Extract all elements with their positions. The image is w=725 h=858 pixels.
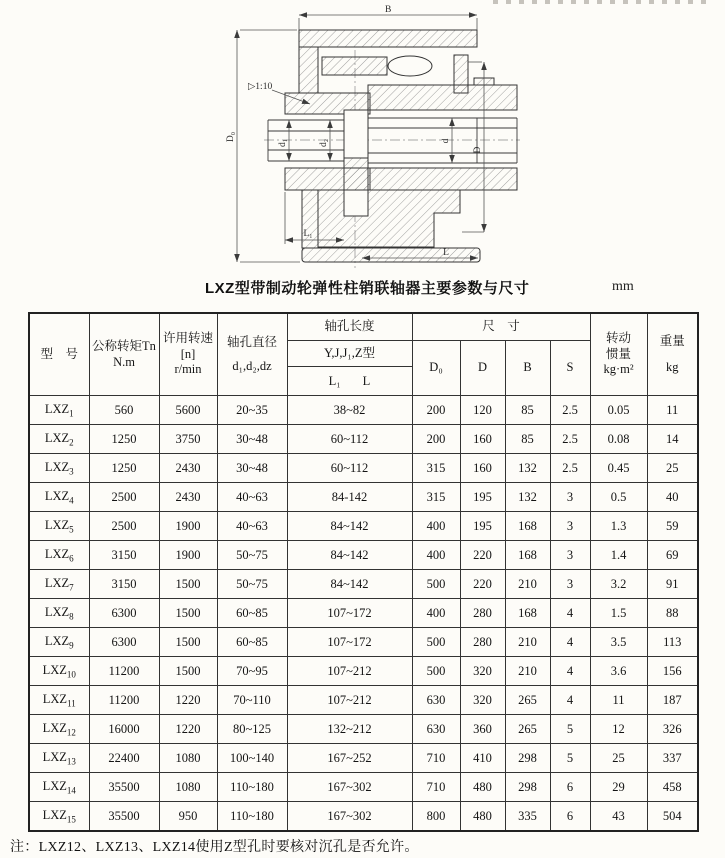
cell-speed: 950 (159, 802, 217, 832)
table-row (29, 657, 698, 686)
table-row (29, 628, 698, 657)
cell-speed: 1220 (159, 715, 217, 744)
cell-inertia: 0.5 (590, 483, 647, 512)
cell-torque: 1250 (89, 454, 159, 483)
cell-speed: 1500 (159, 628, 217, 657)
drum-top-wall (299, 30, 477, 47)
dim-label-d: d (441, 138, 451, 144)
cell-inertia: 29 (590, 773, 647, 802)
cell-inertia: 1.5 (590, 599, 647, 628)
cell-speed: 1220 (159, 686, 217, 715)
cell-B: 210 (505, 628, 550, 657)
table-body (29, 396, 698, 832)
cell-bore-diameter: 30~48 (217, 454, 287, 483)
cell-S: 3 (550, 541, 590, 570)
cell-model: $LXZ_{12}$ (29, 715, 89, 744)
cell-S: 6 (550, 802, 590, 832)
cell-weight: 59 (647, 512, 698, 541)
cell-weight: 326 (647, 715, 698, 744)
cell-B: 85 (505, 425, 550, 454)
cell-model: $LXZ_{11}$ (29, 686, 89, 715)
coupling-section-drawing (222, 0, 522, 272)
drum-left-wall-lower (302, 190, 318, 248)
cell-bore-diameter: 30~48 (217, 425, 287, 454)
cell-model: $LXZ_3$ (29, 454, 89, 483)
cell-S: 5 (550, 744, 590, 773)
unit-label: mm (612, 279, 634, 294)
cell-D: 360 (460, 715, 505, 744)
dim-label-l: L (443, 248, 449, 258)
col-header-torque: 公称转矩Tn N.m (89, 313, 159, 396)
cell-D: 320 (460, 657, 505, 686)
cell-bore-length: 84~142 (287, 512, 412, 541)
cell-D0: 400 (412, 512, 460, 541)
taper-label: ▷1:10 (248, 82, 273, 92)
cell-model: $LXZ_1$ (29, 396, 89, 425)
table-row (29, 715, 698, 744)
cell-torque: 35500 (89, 802, 159, 832)
cell-torque: 35500 (89, 773, 159, 802)
cell-bore-diameter: 100~140 (217, 744, 287, 773)
table-row (29, 512, 698, 541)
cell-speed: 1500 (159, 599, 217, 628)
cell-weight: 337 (647, 744, 698, 773)
cell-model: $LXZ_9$ (29, 628, 89, 657)
table-row (29, 686, 698, 715)
cell-S: 4 (550, 628, 590, 657)
cell-D: 160 (460, 454, 505, 483)
cell-D0: 500 (412, 628, 460, 657)
cell-S: 3 (550, 483, 590, 512)
col-header-l1-l: L₁ L (287, 367, 412, 396)
cell-weight: 88 (647, 599, 698, 628)
cell-S: 3 (550, 512, 590, 541)
cell-S: 5 (550, 715, 590, 744)
cell-bore-diameter: 70~95 (217, 657, 287, 686)
cell-torque: 11200 (89, 657, 159, 686)
dim-label-d1: d₁ (278, 138, 288, 148)
right-flange-upper (368, 85, 517, 110)
cell-D0: 500 (412, 570, 460, 599)
col-header-bore-diameter: 轴孔直径 d₁,d₂,dz (217, 313, 287, 396)
col-header-inertia: 转动 惯量 kg·m² (590, 313, 647, 396)
cell-bore-diameter: 60~85 (217, 628, 287, 657)
cell-D0: 630 (412, 686, 460, 715)
cell-weight: 69 (647, 541, 698, 570)
cell-torque: 1250 (89, 425, 159, 454)
cell-bore-length: 167~252 (287, 744, 412, 773)
cell-speed: 1900 (159, 541, 217, 570)
cell-D0: 710 (412, 744, 460, 773)
cell-bore-diameter: 50~75 (217, 541, 287, 570)
cell-torque: 22400 (89, 744, 159, 773)
cell-D0: 500 (412, 657, 460, 686)
cell-bore-diameter: 20~35 (217, 396, 287, 425)
elastic-pin-bulb (388, 56, 432, 76)
dim-label-b: B (385, 5, 392, 15)
cell-D0: 400 (412, 541, 460, 570)
cell-model: $LXZ_5$ (29, 512, 89, 541)
cell-D0: 400 (412, 599, 460, 628)
cell-bore-length: 38~82 (287, 396, 412, 425)
cell-B: 132 (505, 454, 550, 483)
cell-D0: 200 (412, 425, 460, 454)
dim-label-D: D (473, 146, 483, 154)
cell-bore-length: 167~302 (287, 802, 412, 832)
col-header-S: S (550, 341, 590, 396)
table-row (29, 570, 698, 599)
cell-torque: 560 (89, 396, 159, 425)
cell-D: 480 (460, 802, 505, 832)
cell-B: 265 (505, 686, 550, 715)
col-header-D0: D₀ (412, 341, 460, 396)
col-header-dimensions: 尺 寸 (412, 313, 590, 341)
parameters-table (28, 312, 699, 832)
cell-weight: 156 (647, 657, 698, 686)
cell-model: $LXZ_8$ (29, 599, 89, 628)
cell-D: 160 (460, 425, 505, 454)
brake-hub-block (318, 190, 460, 247)
cell-inertia: 43 (590, 802, 647, 832)
cell-D0: 315 (412, 454, 460, 483)
cell-B: 168 (505, 599, 550, 628)
cell-inertia: 0.08 (590, 425, 647, 454)
cell-inertia: 12 (590, 715, 647, 744)
cell-B: 335 (505, 802, 550, 832)
hub-top-block (322, 57, 387, 75)
cell-bore-length: 107~212 (287, 657, 412, 686)
cell-model: $LXZ_{15}$ (29, 802, 89, 832)
cell-bore-length: 107~212 (287, 686, 412, 715)
cell-weight: 91 (647, 570, 698, 599)
cell-inertia: 25 (590, 744, 647, 773)
cell-torque: 2500 (89, 483, 159, 512)
cell-D0: 200 (412, 396, 460, 425)
table-row (29, 773, 698, 802)
cell-bore-length: 84~142 (287, 541, 412, 570)
cell-torque: 2500 (89, 512, 159, 541)
cell-speed: 2430 (159, 454, 217, 483)
cell-weight: 14 (647, 425, 698, 454)
cell-S: 4 (550, 599, 590, 628)
cell-speed: 1080 (159, 773, 217, 802)
col-header-bore-types: Y,J,J₁,Z型 (287, 341, 412, 367)
cell-bore-diameter: 50~75 (217, 570, 287, 599)
table-row (29, 396, 698, 425)
cell-B: 210 (505, 570, 550, 599)
cell-bore-length: 84~142 (287, 570, 412, 599)
cell-inertia: 1.3 (590, 512, 647, 541)
cell-torque: 6300 (89, 599, 159, 628)
cell-model: $LXZ_6$ (29, 541, 89, 570)
cell-speed: 1500 (159, 570, 217, 599)
table-row (29, 454, 698, 483)
cell-bore-diameter: 40~63 (217, 512, 287, 541)
cell-weight: 458 (647, 773, 698, 802)
table-row (29, 541, 698, 570)
col-header-model: 型 号 (29, 313, 89, 396)
col-header-bore-length: 轴孔长度 (287, 313, 412, 341)
footnote: 注：LXZ12、LXZ13、LXZ14使用Z型孔时要核对沉孔是否允许。 (10, 840, 419, 855)
cell-model: $LXZ_{14}$ (29, 773, 89, 802)
cell-B: 168 (505, 541, 550, 570)
dim-label-d2: d₂ (319, 138, 329, 148)
cell-weight: 25 (647, 454, 698, 483)
cell-bore-diameter: 80~125 (217, 715, 287, 744)
dim-label-d0: D₀ (226, 131, 236, 143)
col-header-D: D (460, 341, 505, 396)
dim-label-l1: L₁ (303, 229, 313, 239)
cell-B: 298 (505, 744, 550, 773)
cell-S: 2.5 (550, 454, 590, 483)
cell-model: $LXZ_7$ (29, 570, 89, 599)
cell-D0: 710 (412, 773, 460, 802)
cell-bore-diameter: 60~85 (217, 599, 287, 628)
cell-torque: 16000 (89, 715, 159, 744)
cell-speed: 3750 (159, 425, 217, 454)
cell-weight: 11 (647, 396, 698, 425)
table-row (29, 425, 698, 454)
cell-inertia: 3.5 (590, 628, 647, 657)
cell-D: 410 (460, 744, 505, 773)
cell-bore-length: 107~172 (287, 599, 412, 628)
right-flange-lower (368, 168, 517, 190)
cell-D: 480 (460, 773, 505, 802)
table-row (29, 744, 698, 773)
cell-inertia: 11 (590, 686, 647, 715)
cell-D: 280 (460, 628, 505, 657)
cell-torque: 6300 (89, 628, 159, 657)
cell-speed: 1080 (159, 744, 217, 773)
cell-weight: 40 (647, 483, 698, 512)
cell-model: $LXZ_{13}$ (29, 744, 89, 773)
cell-B: 168 (505, 512, 550, 541)
cell-weight: 504 (647, 802, 698, 832)
cell-bore-diameter: 110~180 (217, 773, 287, 802)
cell-torque: 11200 (89, 686, 159, 715)
cell-D0: 315 (412, 483, 460, 512)
cell-B: 265 (505, 715, 550, 744)
pin-channel-lower (344, 190, 368, 216)
cell-model: $LXZ_2$ (29, 425, 89, 454)
cell-model: $LXZ_4$ (29, 483, 89, 512)
col-header-weight: 重量 kg (647, 313, 698, 396)
cell-D: 220 (460, 570, 505, 599)
cell-speed: 2430 (159, 483, 217, 512)
cell-D: 195 (460, 512, 505, 541)
cell-B: 210 (505, 657, 550, 686)
cell-speed: 5600 (159, 396, 217, 425)
cell-weight: 187 (647, 686, 698, 715)
cell-D0: 630 (412, 715, 460, 744)
cell-D0: 800 (412, 802, 460, 832)
cell-weight: 113 (647, 628, 698, 657)
cell-D: 220 (460, 541, 505, 570)
cropped-text-remnant (493, 0, 711, 4)
cell-S: 4 (550, 657, 590, 686)
cell-bore-diameter: 110~180 (217, 802, 287, 832)
cell-bore-length: 84-142 (287, 483, 412, 512)
cell-bore-diameter: 40~63 (217, 483, 287, 512)
cell-bore-length: 60~112 (287, 425, 412, 454)
cell-bore-length: 167~302 (287, 773, 412, 802)
drum-bottom-wall (302, 248, 480, 262)
cell-bore-length: 107~172 (287, 628, 412, 657)
cell-model: $LXZ_{10}$ (29, 657, 89, 686)
page-title: LXZ型带制动轮弹性柱销联轴器主要参数与尺寸 (205, 280, 530, 297)
cell-bore-length: 60~112 (287, 454, 412, 483)
cell-speed: 1900 (159, 512, 217, 541)
cell-S: 2.5 (550, 425, 590, 454)
cell-inertia: 0.05 (590, 396, 647, 425)
cell-S: 3 (550, 570, 590, 599)
col-header-B: B (505, 341, 550, 396)
cell-D: 120 (460, 396, 505, 425)
left-flange-lower (285, 168, 370, 190)
cell-inertia: 0.45 (590, 454, 647, 483)
cell-torque: 3150 (89, 570, 159, 599)
cell-bore-length: 132~212 (287, 715, 412, 744)
cell-B: 298 (505, 773, 550, 802)
cell-B: 132 (505, 483, 550, 512)
cell-speed: 1500 (159, 657, 217, 686)
table-row (29, 802, 698, 832)
drum-left-wall (299, 47, 318, 93)
cell-bore-diameter: 70~110 (217, 686, 287, 715)
cell-torque: 3150 (89, 541, 159, 570)
cell-inertia: 3.6 (590, 657, 647, 686)
cell-inertia: 1.4 (590, 541, 647, 570)
table-row (29, 483, 698, 512)
col-header-speed: 许用转速 [n] r/min (159, 313, 217, 396)
cell-D: 195 (460, 483, 505, 512)
cell-D: 320 (460, 686, 505, 715)
cell-B: 85 (505, 396, 550, 425)
cell-S: 4 (550, 686, 590, 715)
cell-S: 2.5 (550, 396, 590, 425)
cell-S: 6 (550, 773, 590, 802)
table-row (29, 599, 698, 628)
cell-D: 280 (460, 599, 505, 628)
cell-inertia: 3.2 (590, 570, 647, 599)
